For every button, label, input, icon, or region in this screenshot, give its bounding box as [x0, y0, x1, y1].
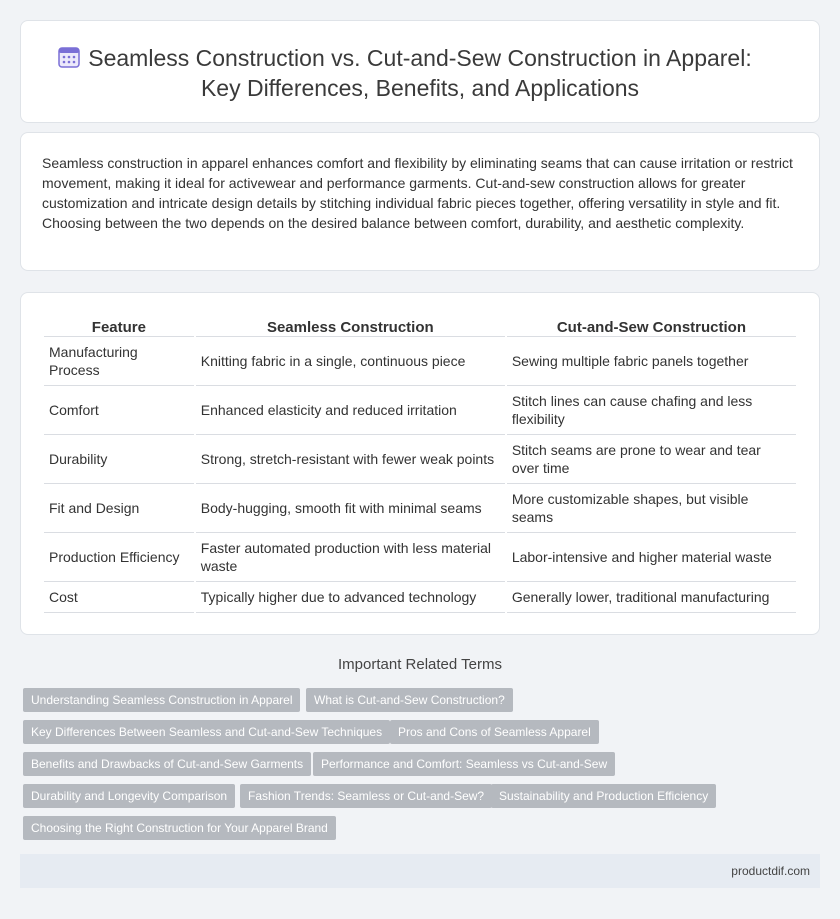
table-row — [44, 386, 796, 435]
footer — [20, 854, 820, 888]
table-cell-feature: Production Efficiency — [44, 533, 194, 582]
footer-site-link[interactable]: productdif.com — [731, 864, 810, 878]
page-title-line-1: Seamless Construction vs. Cut-and-Sew Construction in Apparel: — [88, 45, 752, 71]
related-tag[interactable]: Durability and Longevity Comparison — [23, 784, 235, 808]
related-tag[interactable]: Sustainability and Production Efficiency — [491, 784, 716, 808]
related-tag[interactable]: Pros and Cons of Seamless Apparel — [390, 720, 599, 744]
table-row — [44, 484, 796, 533]
table-cell-seamless: Knitting fabric in a single, continuous piece — [196, 337, 505, 386]
table-cell-feature: Cost — [44, 582, 194, 613]
table-row — [44, 533, 796, 582]
page-title-line-2: Key Differences, Benefits, and Applications — [200, 75, 640, 101]
comparison-table — [42, 316, 798, 613]
table-row — [44, 435, 796, 484]
header-seamless: Seamless Construction — [196, 316, 505, 337]
related-tag[interactable]: Understanding Seamless Construction in Apparel — [23, 688, 300, 712]
table-cell-seamless: Strong, stretch-resistant with fewer weak points — [196, 435, 505, 484]
header-feature: Feature — [44, 316, 194, 337]
related-tag[interactable]: Choosing the Right Construction for Your Apparel Brand — [23, 816, 336, 840]
header-cut-and-sew: Cut-and-Sew Construction — [507, 316, 796, 337]
intro-card — [20, 132, 820, 271]
intro-paragraph: Seamless construction in apparel enhances comfort and flexibility by eliminating seams that can cause irritation or restrict movement, making it ideal for activewear and performance garments. Cut-and-sew construction allows for greater customization and intricate design details by stitching individual fabric pieces together, offering versatility in style and fit. Choosing between the two depends on the desired balance between comfort, durability, and aesthetic complexity. — [42, 155, 793, 231]
related-tag[interactable]: Benefits and Drawbacks of Cut-and-Sew Garments — [23, 752, 311, 776]
table-cell-cut-and-sew: Stitch seams are prone to wear and tear over time — [507, 435, 796, 484]
related-terms-title: Important Related Terms — [338, 656, 502, 673]
related-tag[interactable]: Fashion Trends: Seamless or Cut-and-Sew? — [240, 784, 492, 808]
table-cell-cut-and-sew: Sewing multiple fabric panels together — [507, 337, 796, 386]
page-title — [21, 43, 819, 103]
table-cell-cut-and-sew: Stitch lines can cause chafing and less flexibility — [507, 386, 796, 435]
table-cell-cut-and-sew: More customizable shapes, but visible seams — [507, 484, 796, 533]
table-cell-seamless: Enhanced elasticity and reduced irritation — [196, 386, 505, 435]
table-cell-feature: Fit and Design — [44, 484, 194, 533]
table-cell-feature: Durability — [44, 435, 194, 484]
table-row — [44, 337, 796, 386]
table-header-row — [44, 316, 796, 337]
table-cell-feature: Comfort — [44, 386, 194, 435]
related-tag[interactable]: Performance and Comfort: Seamless vs Cut-and-Sew — [313, 752, 615, 776]
related-tag[interactable]: What is Cut-and-Sew Construction? — [306, 688, 513, 712]
table-cell-seamless: Typically higher due to advanced technology — [196, 582, 505, 613]
table-row — [44, 582, 796, 613]
table-cell-seamless: Body-hugging, smooth fit with minimal seams — [196, 484, 505, 533]
table-cell-cut-and-sew: Labor-intensive and higher material waste — [507, 533, 796, 582]
table-cell-cut-and-sew: Generally lower, traditional manufacturing — [507, 582, 796, 613]
table-cell-seamless: Faster automated production with less material waste — [196, 533, 505, 582]
comparison-table-card — [20, 292, 820, 635]
table-cell-feature: Manufacturing Process — [44, 337, 194, 386]
related-tag[interactable]: Key Differences Between Seamless and Cut-and-Sew Techniques — [23, 720, 390, 744]
header-card — [20, 20, 820, 123]
